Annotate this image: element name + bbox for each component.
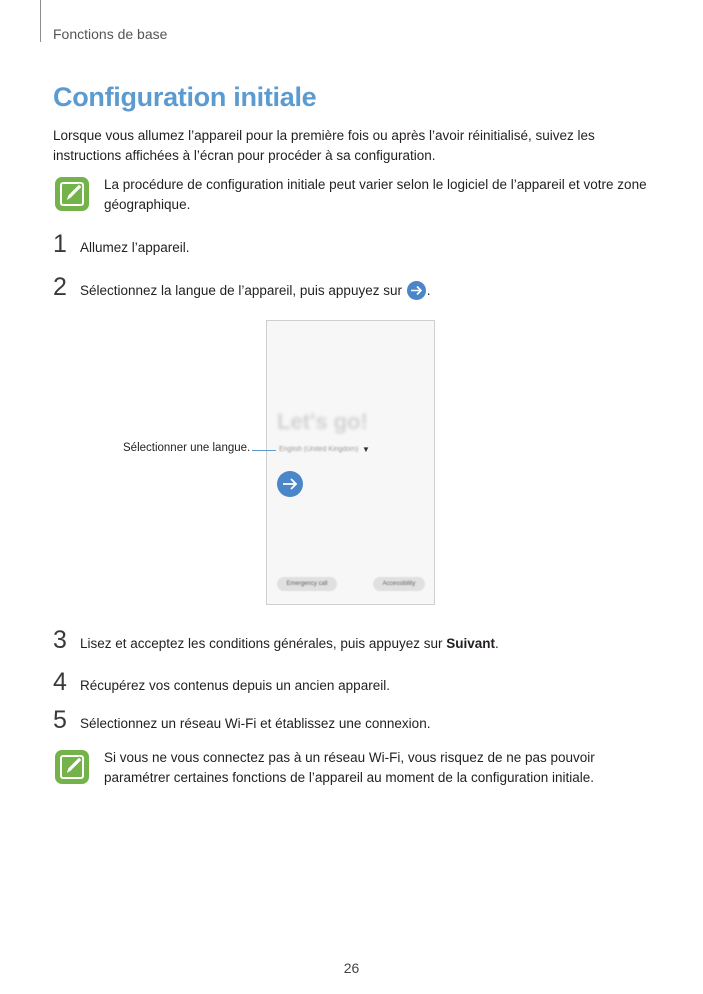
note-text: La procédure de configuration initiale peut varier selon le logiciel de l’appareil et votre zone géographique. [104,177,647,212]
step-number: 4 [53,668,67,696]
dropdown-caret-icon: ▼ [362,445,370,454]
note-text: Si vous ne vous connectez pas à un réseau Wi-Fi, vous risquez de ne pas pouvoir paramétrer certaines fonctions de l’appareil au moment de la configuration initiale. [104,750,595,785]
page-title: Configuration initiale [53,82,317,112]
step-text: Allumez l’appareil. [80,240,190,255]
note-pencil-icon [55,750,89,784]
step-number: 1 [53,230,67,258]
page-number: 26 [343,960,360,976]
arrow-right-icon [277,471,303,497]
emergency-call-button[interactable]: Emergency call [277,577,337,591]
intro-paragraph: Lorsque vous allumez l’appareil pour la première fois ou après l’avoir réinitialisé, suivez les instructions affichées à l’écran pour procéder à sa configuration. [53,128,595,163]
header-rule [40,0,41,42]
step-text-before: Sélectionnez la langue de l’appareil, puis appuyez sur [80,283,402,298]
device-screenshot [266,320,435,605]
step-text: Récupérez vos contenus depuis un ancien appareil. [80,678,390,693]
accessibility-button[interactable]: Accessibility [373,577,425,591]
language-selector[interactable]: English (United Kingdom) [279,446,359,453]
welcome-heading: Let's go! [277,409,368,434]
step-text [80,634,499,654]
arrow-right-icon [407,281,426,300]
step-text [80,281,431,301]
callout-label: Sélectionner une langue. [123,442,251,454]
step-text-after: . [494,636,499,651]
section-label: Fonctions de base [53,26,168,42]
step-text-bold: Suivant [446,636,495,651]
note-pencil-icon [55,177,89,211]
next-button[interactable] [277,471,303,497]
step-number: 3 [53,626,67,654]
step-number: 5 [53,706,67,734]
step-number: 2 [53,273,67,301]
callout-line [252,450,276,451]
step-text-after: . [426,283,431,298]
step-text-before: Lisez et acceptez les conditions générales, puis appuyez sur [80,636,447,651]
step-text: Sélectionnez un réseau Wi-Fi et établissez une connexion. [80,716,431,731]
